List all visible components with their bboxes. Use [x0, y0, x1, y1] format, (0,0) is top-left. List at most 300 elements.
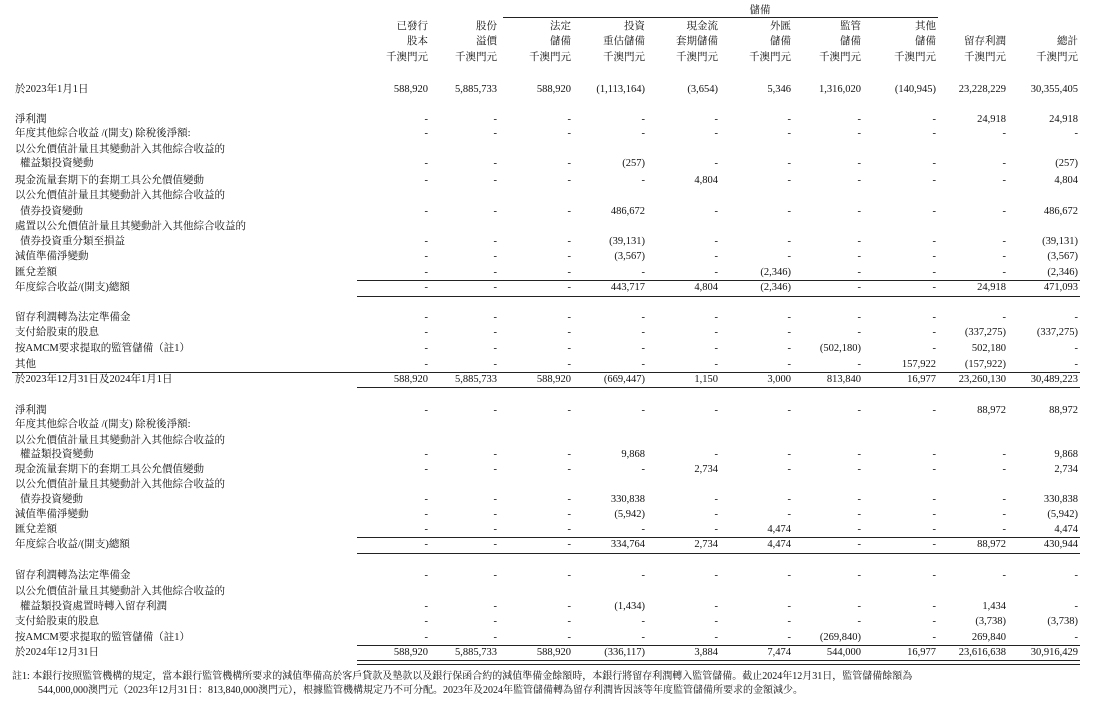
column-header-line2: 重估儲備	[603, 36, 645, 47]
cell-value: -	[567, 114, 571, 125]
cell-value: -	[787, 601, 791, 612]
cell-value: -	[424, 206, 428, 217]
cell-value: 7,474	[767, 647, 791, 658]
cell-value: -	[1074, 128, 1078, 139]
cell-value: (2,346)	[760, 267, 791, 278]
table-rule	[357, 387, 1080, 388]
row-label: 按AMCM要求提取的監管儲備（註1）	[15, 632, 191, 643]
cell-value: -	[424, 267, 428, 278]
cell-value: -	[641, 464, 645, 475]
cell-value: 486,672	[1043, 206, 1078, 217]
cell-value: -	[932, 616, 936, 627]
row-label: 處置以公允價值計量且其變動計入其他綜合收益的	[15, 221, 246, 232]
cell-value: -	[787, 632, 791, 643]
cell-value: -	[857, 494, 861, 505]
table-rule	[357, 553, 1080, 554]
cell-value: -	[857, 206, 861, 217]
cell-value: 4,804	[1054, 175, 1078, 186]
cell-value: -	[787, 327, 791, 338]
cell-value: -	[493, 632, 497, 643]
row-label: 留存利潤轉為法定準備金	[15, 312, 131, 323]
cell-value: -	[641, 524, 645, 535]
cell-value: 502,180	[971, 343, 1006, 354]
cell-value: -	[857, 359, 861, 370]
cell-value: -	[493, 312, 497, 323]
cell-value: -	[641, 343, 645, 354]
cell-value: -	[857, 267, 861, 278]
cell-value: -	[857, 539, 861, 550]
row-label: 以公允價值計量且其變動計入其他綜合收益的	[15, 190, 225, 201]
cell-value: -	[932, 405, 936, 416]
reserves-group-rule	[503, 17, 938, 18]
cell-value: -	[857, 236, 861, 247]
cell-value: -	[932, 327, 936, 338]
column-header-unit: 千澳門元	[894, 52, 936, 63]
column-header-unit: 千澳門元	[1036, 52, 1078, 63]
cell-value: -	[493, 601, 497, 612]
cell-value: 24,918	[977, 282, 1006, 293]
cell-value: -	[567, 282, 571, 293]
cell-value: -	[857, 251, 861, 262]
row-label: 按AMCM要求提取的監管儲備（註1）	[15, 343, 191, 354]
cell-value: 588,920	[393, 647, 428, 658]
cell-value: 5,885,733	[455, 84, 497, 95]
cell-value: 23,228,229	[958, 84, 1006, 95]
table-rule	[12, 372, 357, 373]
cell-value: (3,738)	[975, 616, 1006, 627]
cell-value: -	[567, 449, 571, 460]
cell-value: -	[567, 494, 571, 505]
cell-value: -	[424, 509, 428, 520]
cell-value: -	[932, 494, 936, 505]
column-header-unit: 千澳門元	[529, 52, 571, 63]
cell-value: 1,316,020	[819, 84, 861, 95]
cell-value: -	[1002, 570, 1006, 581]
cell-value: -	[1002, 175, 1006, 186]
column-header-line1: 監管	[840, 21, 861, 32]
cell-value: -	[932, 206, 936, 217]
cell-value: -	[932, 251, 936, 262]
row-label: 債券投資變動	[20, 494, 83, 505]
cell-value: -	[714, 601, 718, 612]
cell-value: -	[424, 405, 428, 416]
column-header-line2: 留存利潤	[964, 36, 1006, 47]
cell-value: -	[424, 327, 428, 338]
cell-value: -	[787, 509, 791, 520]
cell-value: -	[1002, 312, 1006, 323]
cell-value: -	[1002, 494, 1006, 505]
cell-value: -	[932, 509, 936, 520]
cell-value: -	[567, 158, 571, 169]
cell-value: -	[857, 282, 861, 293]
cell-value: -	[787, 114, 791, 125]
cell-value: -	[857, 616, 861, 627]
cell-value: 471,093	[1043, 282, 1078, 293]
row-label: 支付給股東的股息	[15, 616, 99, 627]
cell-value: -	[932, 570, 936, 581]
cell-value: -	[493, 616, 497, 627]
cell-value: (3,567)	[614, 251, 645, 262]
cell-value: -	[1002, 449, 1006, 460]
row-label: 淨利潤	[15, 114, 47, 125]
cell-value: -	[787, 570, 791, 581]
row-label: 支付給股東的股息	[15, 327, 99, 338]
cell-value: -	[787, 405, 791, 416]
cell-value: (336,117)	[604, 647, 645, 658]
cell-value: -	[932, 267, 936, 278]
cell-value: 588,920	[393, 374, 428, 385]
cell-value: (269,840)	[819, 632, 861, 643]
cell-value: -	[641, 570, 645, 581]
cell-value: (5,942)	[614, 509, 645, 520]
cell-value: 24,918	[977, 114, 1006, 125]
cell-value: -	[493, 359, 497, 370]
column-header-line1: 現金流	[686, 21, 718, 32]
row-label: 現金流量套期下的套期工具公允價值變動	[15, 175, 204, 186]
cell-value: -	[932, 312, 936, 323]
cell-value: -	[493, 464, 497, 475]
row-label: 年度綜合收益/(開支)總額	[15, 539, 130, 550]
cell-value: -	[714, 524, 718, 535]
cell-value: -	[424, 449, 428, 460]
cell-value: -	[493, 282, 497, 293]
cell-value: -	[857, 128, 861, 139]
cell-value: 3,884	[694, 647, 718, 658]
cell-value: (157,922)	[964, 359, 1006, 370]
column-header-unit: 千澳門元	[386, 52, 428, 63]
row-label: 以公允價值計量且其變動計入其他綜合收益的	[15, 586, 225, 597]
cell-value: -	[932, 158, 936, 169]
cell-value: -	[1074, 632, 1078, 643]
cell-value: -	[424, 312, 428, 323]
cell-value: 544,000	[826, 647, 861, 658]
column-header-line2: 總計	[1057, 36, 1078, 47]
cell-value: -	[714, 616, 718, 627]
cell-value: 3,000	[767, 374, 791, 385]
cell-value: -	[857, 509, 861, 520]
cell-value: -	[567, 524, 571, 535]
cell-value: -	[857, 175, 861, 186]
cell-value: -	[714, 251, 718, 262]
cell-value: -	[787, 343, 791, 354]
column-header-line1: 外匯	[770, 21, 791, 32]
cell-value: 4,804	[694, 175, 718, 186]
row-label: 以公允價值計量且其變動計入其他綜合收益的	[15, 144, 225, 155]
cell-value: -	[493, 251, 497, 262]
cell-value: -	[493, 327, 497, 338]
cell-value: 88,972	[1049, 405, 1078, 416]
cell-value: -	[424, 632, 428, 643]
cell-value: 334,764	[610, 539, 645, 550]
cell-value: -	[1002, 524, 1006, 535]
row-label: 於2023年12月31日及2024年1月1日	[15, 374, 173, 385]
cell-value: -	[714, 267, 718, 278]
cell-value: -	[787, 251, 791, 262]
cell-value: -	[424, 539, 428, 550]
cell-value: -	[567, 343, 571, 354]
cell-value: (2,346)	[760, 282, 791, 293]
cell-value: -	[493, 494, 497, 505]
cell-value: -	[1002, 206, 1006, 217]
row-label: 其他	[15, 359, 36, 370]
cell-value: -	[714, 327, 718, 338]
cell-value: (257)	[622, 158, 645, 169]
cell-value: 2,734	[694, 539, 718, 550]
cell-value: -	[787, 449, 791, 460]
cell-value: -	[857, 158, 861, 169]
cell-value: -	[714, 405, 718, 416]
row-label: 於2024年12月31日	[15, 647, 99, 658]
cell-value: -	[493, 570, 497, 581]
cell-value: 9,868	[621, 449, 645, 460]
cell-value: 269,840	[971, 632, 1006, 643]
cell-value: -	[1002, 158, 1006, 169]
column-header-line1: 已發行	[396, 21, 428, 32]
cell-value: -	[932, 175, 936, 186]
cell-value: -	[932, 449, 936, 460]
cell-value: -	[857, 449, 861, 460]
cell-value: -	[424, 128, 428, 139]
cell-value: -	[787, 128, 791, 139]
table-rule	[357, 645, 1080, 646]
cell-value: -	[714, 359, 718, 370]
cell-value: -	[641, 405, 645, 416]
cell-value: -	[714, 236, 718, 247]
cell-value: -	[932, 114, 936, 125]
column-header-line2: 溢價	[476, 36, 497, 47]
cell-value: -	[424, 158, 428, 169]
cell-value: -	[787, 464, 791, 475]
cell-value: -	[857, 570, 861, 581]
column-header-line2: 套期儲備	[676, 36, 718, 47]
cell-value: -	[857, 312, 861, 323]
cell-value: -	[1074, 359, 1078, 370]
column-header-unit: 千澳門元	[819, 52, 861, 63]
cell-value: 813,840	[826, 374, 861, 385]
cell-value: -	[714, 632, 718, 643]
row-label: 年度其他綜合收益 /(開支) 除稅後淨額:	[15, 419, 191, 430]
cell-value: -	[424, 282, 428, 293]
row-label: 權益類投資變動	[20, 449, 94, 460]
cell-value: -	[567, 128, 571, 139]
cell-value: -	[714, 206, 718, 217]
cell-value: -	[493, 175, 497, 186]
cell-value: 30,355,405	[1030, 84, 1078, 95]
cell-value: -	[787, 206, 791, 217]
cell-value: 16,977	[907, 647, 936, 658]
cell-value: -	[1002, 464, 1006, 475]
table-rule	[357, 296, 1080, 297]
reserves-group-header: 儲備	[749, 5, 771, 16]
cell-value: -	[714, 312, 718, 323]
cell-value: 157,922	[901, 359, 936, 370]
cell-value: 1,434	[982, 601, 1006, 612]
cell-value: -	[641, 616, 645, 627]
cell-value: -	[787, 236, 791, 247]
cell-value: -	[424, 114, 428, 125]
cell-value: -	[714, 114, 718, 125]
cell-value: 443,717	[610, 282, 645, 293]
row-label: 權益類投資變動	[20, 158, 94, 169]
cell-value: (502,180)	[819, 343, 861, 354]
cell-value: (337,275)	[1036, 327, 1078, 338]
cell-value: -	[714, 128, 718, 139]
cell-value: -	[932, 343, 936, 354]
column-header-unit: 千澳門元	[455, 52, 497, 63]
row-label: 淨利潤	[15, 405, 47, 416]
cell-value: -	[714, 570, 718, 581]
cell-value: -	[787, 494, 791, 505]
cell-value: -	[424, 251, 428, 262]
cell-value: (3,654)	[687, 84, 718, 95]
cell-value: 588,920	[536, 84, 571, 95]
cell-value: -	[567, 632, 571, 643]
cell-value: -	[641, 114, 645, 125]
cell-value: -	[641, 175, 645, 186]
cell-value: -	[1002, 128, 1006, 139]
cell-value: 88,972	[977, 405, 1006, 416]
row-label: 年度綜合收益/(開支)總額	[15, 282, 130, 293]
cell-value: 23,260,130	[958, 374, 1006, 385]
cell-value: -	[932, 236, 936, 247]
table-rule	[357, 280, 1080, 281]
cell-value: (337,275)	[964, 327, 1006, 338]
cell-value: -	[493, 158, 497, 169]
row-label: 權益類投資處置時轉入留存利潤	[20, 601, 167, 612]
cell-value: 4,804	[694, 282, 718, 293]
cell-value: 4,474	[1054, 524, 1078, 535]
cell-value: (2,346)	[1047, 267, 1078, 278]
cell-value: -	[857, 405, 861, 416]
cell-value: -	[493, 405, 497, 416]
footnote-line2: 544,000,000澳門元（2023年12月31日：813,840,000澳門元），根據監管機構規定乃不可分配。2023年及2024年監管儲備轉為留存利潤皆因該等年度監管儲備所要求的金額減少。	[38, 685, 803, 696]
cell-value: -	[641, 327, 645, 338]
cell-value: (257)	[1055, 158, 1078, 169]
cell-value: -	[493, 509, 497, 520]
cell-value: 588,920	[536, 374, 571, 385]
cell-value: -	[567, 236, 571, 247]
cell-value: -	[567, 405, 571, 416]
cell-value: -	[714, 343, 718, 354]
footnote-line1: 註1: 本銀行按照監管機構的規定，當本銀行監管機構所要求的減值準備高於客戶貸款及墊款以及銀行保函合約的減值準備金餘額時，本銀行將留存利潤轉入監管儲備。截止2024年12月31日，監管儲備餘額為	[12, 671, 913, 682]
cell-value: -	[493, 114, 497, 125]
cell-value: 9,868	[1054, 449, 1078, 460]
row-label: 債券投資變動	[20, 206, 83, 217]
cell-value: (3,738)	[1047, 616, 1078, 627]
cell-value: 588,920	[536, 647, 571, 658]
cell-value: -	[714, 509, 718, 520]
cell-value: 330,838	[1043, 494, 1078, 505]
column-header-line2: 儲備	[840, 36, 861, 47]
cell-value: -	[493, 267, 497, 278]
cell-value: 4,474	[767, 539, 791, 550]
cell-value: -	[567, 601, 571, 612]
column-header-line2: 儲備	[770, 36, 791, 47]
cell-value: -	[493, 524, 497, 535]
cell-value: -	[567, 251, 571, 262]
cell-value: -	[787, 158, 791, 169]
row-label: 以公允價值計量且其變動計入其他綜合收益的	[15, 435, 225, 446]
row-label: 年度其他綜合收益 /(開支) 除稅後淨額:	[15, 128, 191, 139]
cell-value: -	[424, 524, 428, 535]
column-header-unit: 千澳門元	[749, 52, 791, 63]
column-header-unit: 千澳門元	[676, 52, 718, 63]
column-header-line1: 股份	[476, 21, 497, 32]
column-header-line2: 儲備	[915, 36, 936, 47]
cell-value: 2,734	[694, 464, 718, 475]
cell-value: -	[1002, 267, 1006, 278]
cell-value: 486,672	[610, 206, 645, 217]
row-label: 減值準備淨變動	[15, 509, 89, 520]
cell-value: -	[424, 464, 428, 475]
cell-value: (39,131)	[609, 236, 645, 247]
cell-value: -	[493, 449, 497, 460]
row-label: 於2023年1月1日	[15, 84, 89, 95]
cell-value: -	[641, 632, 645, 643]
cell-value: (140,945)	[894, 84, 936, 95]
column-header-line2: 儲備	[550, 36, 571, 47]
cell-value: -	[493, 128, 497, 139]
cell-value: -	[1074, 570, 1078, 581]
cell-value: -	[932, 128, 936, 139]
row-label: 留存利潤轉為法定準備金	[15, 570, 131, 581]
cell-value: 30,916,429	[1030, 647, 1078, 658]
cell-value: -	[787, 312, 791, 323]
cell-value: -	[1074, 312, 1078, 323]
cell-value: 5,885,733	[455, 374, 497, 385]
cell-value: -	[424, 359, 428, 370]
cell-value: -	[714, 449, 718, 460]
column-header-line1: 法定	[550, 21, 571, 32]
cell-value: -	[787, 359, 791, 370]
cell-value: -	[424, 494, 428, 505]
row-label: 匯兌差額	[15, 524, 57, 535]
cell-value: -	[1002, 236, 1006, 247]
cell-value: -	[567, 509, 571, 520]
column-header-unit: 千澳門元	[964, 52, 1006, 63]
cell-value: -	[424, 601, 428, 612]
cell-value: (39,131)	[1042, 236, 1078, 247]
cell-value: -	[787, 616, 791, 627]
cell-value: -	[857, 464, 861, 475]
cell-value: -	[567, 206, 571, 217]
cell-value: -	[932, 632, 936, 643]
cell-value: 24,918	[1049, 114, 1078, 125]
cell-value: -	[493, 343, 497, 354]
cell-value: 1,150	[694, 374, 718, 385]
table-rule	[357, 372, 1080, 373]
cell-value: -	[857, 601, 861, 612]
cell-value: 5,346	[767, 84, 791, 95]
cell-value: -	[932, 539, 936, 550]
cell-value: -	[567, 539, 571, 550]
row-label: 債券投資重分類至損益	[20, 236, 125, 247]
table-rule	[357, 660, 1080, 665]
cell-value: 30,489,223	[1030, 374, 1078, 385]
column-header-line2: 股本	[407, 36, 428, 47]
cell-value: (5,942)	[1047, 509, 1078, 520]
cell-value: -	[567, 359, 571, 370]
cell-value: -	[787, 175, 791, 186]
cell-value: -	[1002, 509, 1006, 520]
cell-value: -	[1074, 601, 1078, 612]
cell-value: -	[567, 312, 571, 323]
column-header-unit: 千澳門元	[603, 52, 645, 63]
column-header-line1: 投資	[624, 21, 645, 32]
cell-value: -	[857, 524, 861, 535]
cell-value: (1,113,164)	[596, 84, 645, 95]
cell-value: -	[493, 236, 497, 247]
